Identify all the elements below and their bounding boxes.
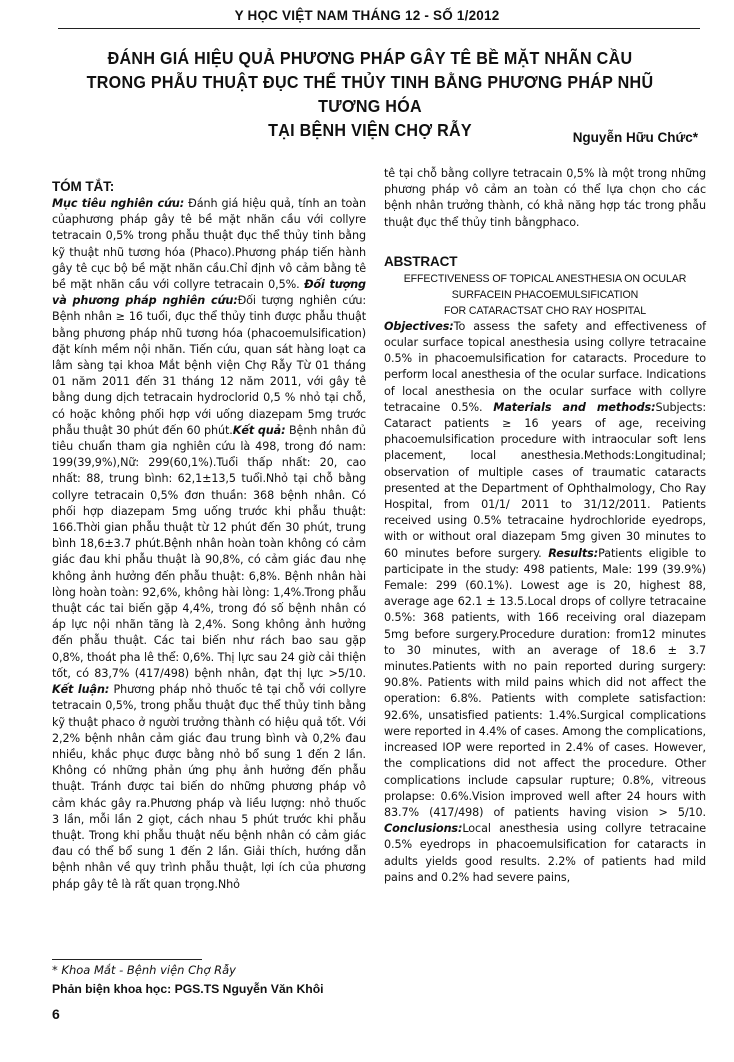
abstract-methods-text: Subjects: Cataract patients ≥ 16 years of age, receiving phacoemulsification procedure with intraocular soft lens placement, local anesthesia.Methods:Longitudinal; observation of multiple cases of traumatic cataracts presented at the Department of Ophthalmology, Cho Ray Hospital, from 01/1/ 2011 to 31/12/2011. Patients received using 0.5% tetracaine hydrochloride eyedrops, with or without oral diazepam 5mg given 30 minutes to 60 minutes before surgery. xyxy=(384,400,706,560)
summary-continuation: tê tại chỗ bằng collyre tetracain 0,5% là một trong những phương pháp vô cảm an toàn có thể lựa chọn cho các bệnh nhân trưởng thành, có khả năng hợp tác trong phẫu thuật đục thể thủy tinh bằngphaco. xyxy=(384,167,706,229)
objective-label: Mục tiêu nghiên cứu: xyxy=(52,197,185,210)
abstract-objectives-text: To assess the safety and effectiveness of ocular surface topical anesthesia using collyre tetracaine 0.5% in phacoemulsification for cataracts. Procedure to perform local anesthesia of the ocular surface. Indications of local anesthesia on the ocular surface with collyre tetracaine 0.5%. xyxy=(384,319,706,414)
title-line-3: TẠI BỆNH VIỆN CHỢ RẪY xyxy=(268,120,472,140)
results-label: Kết quả: xyxy=(232,423,286,437)
abstract-objectives-label: Objectives: xyxy=(384,319,454,333)
methods-label: Đối tượng và phương pháp nghiên cứu: xyxy=(52,278,366,308)
objective-text: Đánh giá hiệu quả, tính an toàn củaphương pháp gây tê bề mặt nhãn cầu với collyre tetracain 0,5% trong phẫu thuật đục thể thủy tinh bằng kỹ thuật nhũ tương hóa (Phaco).Phương pháp tiến hành gây tê cục bộ bề mặt nhãn cầu.Chỉ định vô cảm bằng tê bề mặt nhãn cầu với collyre tetracain 0,5%. xyxy=(52,197,366,292)
header-rule xyxy=(58,28,700,29)
abstract-conclusions-text: Local anesthesia using collyre tetracaine 0.5% eyedrops in phacoemulsification for cataracts in adults yields good results. 2.2% of patients had mild pains and 0.2% had severe pains, xyxy=(384,822,706,884)
abstract-methods-label: Materials and methods: xyxy=(493,400,656,414)
abstract-title-line-2: SURFACEIN PHACOEMULSIFICATION xyxy=(451,288,639,301)
summary-paragraph xyxy=(52,196,366,893)
abstract-heading: ABSTRACT xyxy=(384,253,458,269)
results-text: Bệnh nhân đủ tiêu chuẩn tham gia nghiên cứu là 498, trong đó nam: 199(39,9%),Nữ: 299(60,1%).Tuổi thấp nhất: 20, cao nhất: 88, trung bình: 62,1±13,5 tuổi.Nhỏ tại chỗ bằng collyre tetracain 0,5% đơn thuần: 368 bệnh nhân. Có phối hợp diazepam 5mg uống trước khi phẫu thuật: 166.Thời gian phẫu thuật từ 12 phút đến 30 phút, trung bình 18,6±3.7 phút.Bệnh nhân hoàn toàn không có cảm giác đau khi phẫu thuật là 90,8%, có cảm giác đau nhẹ không ảnh hưởng đến phẫu thuật: 6,8%. Bệnh nhân hài lòng hoàn toàn: 92,6%, không hài lòng: 1,4%.Trong phẫu thuật các tai biến gặp 4,4%, trong đó số bệnh nhân có áp lực nội nhãn tăng là 2,4%. Song không ảnh hưởng đến phẫu thuật. Các tai biến như rách bao sau gặp 0,8%, thoát pha lê thể: 0,6%. Thị lực sau 24 giờ cải thiện tốt, có 83,7% (417/498) bệnh nhân, đạt thị lực >5/10. xyxy=(52,423,366,680)
conclusion-label: Kết luận: xyxy=(52,683,110,697)
footnote-rule xyxy=(52,959,202,960)
affiliation-footnote: * Khoa Mắt - Bệnh viện Chợ Rẫy xyxy=(52,963,236,977)
summary-heading: TÓM TẮT: xyxy=(52,179,115,194)
article-title xyxy=(40,46,700,142)
reviewer-line: Phản biện khoa học: PGS.TS Nguyễn Văn Khôi xyxy=(52,982,324,996)
right-column xyxy=(384,166,706,886)
journal-header: Y HỌC VIỆT NAM THÁNG 12 - SỐ 1/2012 xyxy=(234,8,500,23)
abstract-results-text: Patients eligible to participate in the study: 498 patients, Male: 199 (39.9%) Female: 299 (60.1%). Lowest age is 20, highest 88, average age 62.1 ± 13.5.Local drops of collyre tetracaine 0.5%: 368 patients, with 166 receiving oral diazepam 5mg before surgery.Procedure duration: from12 minutes to 30 minutes, with an average of 18.6 ± 3.7 minutes.Patients with no pain reported during surgery: 90.8%. Patients with mild pains which did not affect the operation: 6.8%. Patients with complete satisfaction: 92.6%, unsatisfied patients: 1.4%.Surgical complications were reported in 4.4% of cases. Among the complications, increased IOP were reported in 2.4% of cases. However, the complications did not affect the procedure. Other complications include capsular rupture; 0.8%, vitreous prolapse: 0.6%.Vision improved well after 24 hours with 83.7% (417/498) of patients having vision > 5/10. xyxy=(384,546,706,819)
author-name: Nguyễn Hữu Chức* xyxy=(572,130,698,145)
title-line-1: ĐÁNH GIÁ HIỆU QUẢ PHƯƠNG PHÁP GÂY TÊ BỀ MẶT NHÃN CẦU xyxy=(107,48,633,68)
abstract-results-label: Results: xyxy=(548,546,599,560)
abstract-paragraph xyxy=(384,319,706,886)
left-column xyxy=(52,178,366,893)
title-line-2: TRONG PHẪU THUẬT ĐỤC THỂ THỦY TINH BẰNG PHƯƠNG PHÁP NHŨ TƯƠNG HÓA xyxy=(86,72,654,116)
page-number: 6 xyxy=(52,1006,60,1022)
abstract-conclusions-label: Conclusions: xyxy=(384,822,463,836)
conclusion-text: Phương pháp nhỏ thuốc tê tại chỗ với collyre tetracain 0,5%, trong phẫu thuật đục thể thủy tinh bằng kỹ thuật phaco ở người trưởng thành có hiệu quả tốt. Với 2,2% bệnh nhân cảm giác đau trung bình và 0,2% đau nhiều, khắc phục được bằng nhỏ bổ sung 1 đến 2 lần. Không có những phản ứng phụ ảnh hưởng đến phẫu thuật. Tránh được tai biến do những phương pháp vô cảm khác gây ra.Phương pháp và liều lượng: nhỏ thuốc 3 lần, mỗi lần 2 giọt, cách nhau 5 phút trước khi phẫu thuật. Trong khi phẫu thuật nếu bệnh nhân có cảm giác đau có thể bổ sung 1 đến 2 lần. Giải thích, hướng dẫn bệnh nhân về quy trình phẫu thuật, lợi ích của phương pháp gây tê là rất quan trọng.Nhỏ xyxy=(52,683,367,891)
abstract-title-line-1: EFFECTIVENESS OF TOPICAL ANESTHESIA ON OCULAR xyxy=(403,272,687,285)
methods-text: Đối tượng nghiên cứu: Bệnh nhân ≥ 16 tuổi, đục thể thủy tinh được phẫu thuật bằng phương pháp nhũ tương hóa (phacoemulsification) đặt kính mềm nội nhãn. Tiến cứu, quan sát hàng loạt ca lâm sàng tại khoa Mắt bệnh viện Chợ Rẫy Từ 01 tháng 01 năm 2011 đến 31 tháng 12 năm 2011, với gây tê bằng dung dịch tetracain hydroclorid 0,5 % nhỏ tại chỗ, có hoặc không phối hợp với uống diazepam 5mg trước phẫu thuật 30 phút đến 60 phút. xyxy=(52,294,367,437)
abstract-title-line-3: FOR CATARACTSAT CHO RAY HOSPITAL xyxy=(443,304,647,317)
